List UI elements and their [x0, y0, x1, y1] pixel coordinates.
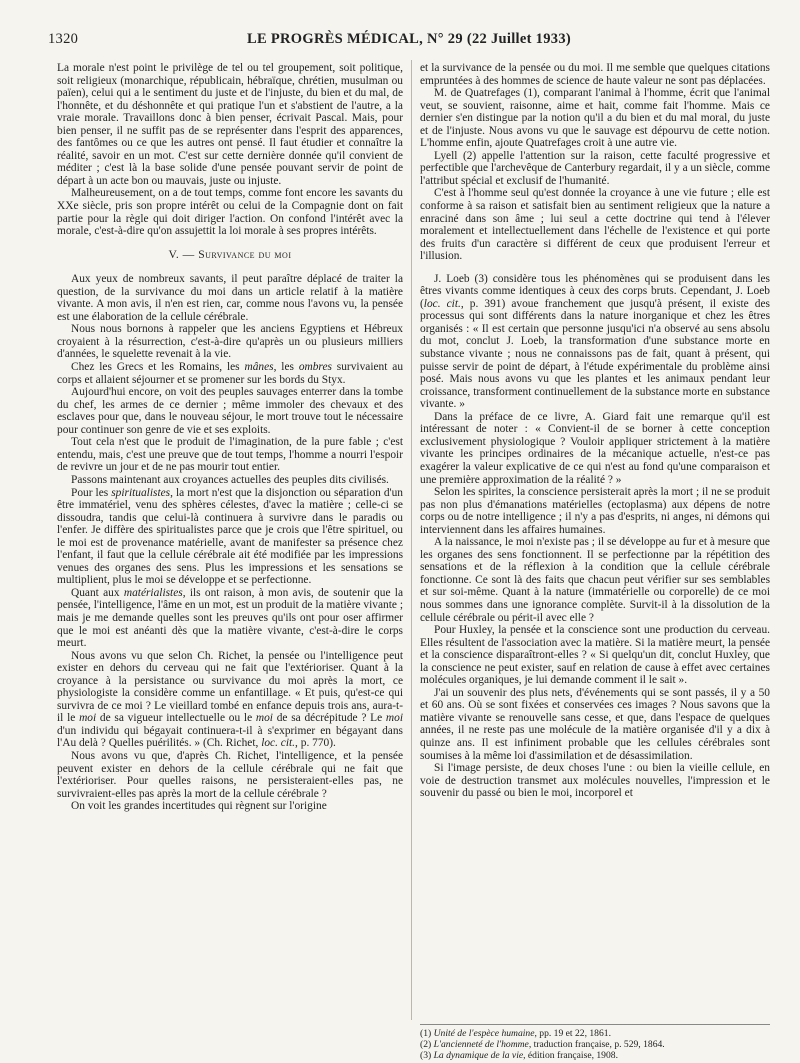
paragraph: Selon les spirites, la conscience persisterait après la mort ; il ne se produit pas non plus d'émanations matérielles (ectoplasma) aux dépens de notre corps ou de notre intelligence ; il n'y a pas d'esprits, ni anges, ni démons qui interviennent dans les affaires humaines. — [420, 486, 770, 536]
footnote: (3) La dynamique de la vie, édition française, 1908. — [420, 1050, 618, 1061]
paragraph: Dans la préface de ce livre, A. Giard fait une remarque qu'il est intéressant de noter : « Convient-il de se borner à cette conception exclusivement physiologique ? Vouloir appliquer strictement à la matière vivante les principes ordinaires de la mécanique actuelle, n'est-ce pas exagérer la valeur explicative de ce qui n'est au fond qu'une comparaison et une première approximation de la réalité ? » — [420, 410, 770, 486]
footnotes — [420, 1024, 770, 1061]
paragraph: Nous avons vu que, d'après Ch. Richet, l'intelligence, et la pensée peuvent exister en dehors de la cellule cérébrale qui ne fait que l'extérioriser. Pour quelles raisons, ne persisteraient-elles pas, ne survivraient-elles pas après la mort de la cellule cérébrale ? — [57, 749, 403, 800]
paragraph: Lyell (2) appelle l'attention sur la raison, cette faculté progressive et perfectible que l'archevêque de Canterbury regardait, il y a un siècle, comme l'attribut spécial et exclusif de l'humanité. — [420, 149, 770, 187]
footnote: (1) Unité de l'espèce humaine, pp. 19 et 22, 1861. — [420, 1028, 611, 1039]
column-divider — [411, 60, 412, 1020]
left-column — [57, 62, 403, 813]
paragraph: Malheureusement, on a de tout temps, comme font encore les savants du XXe siècle, pris son propre intérêt ou celui de la Compagnie dont on fait partie pour la règle qui doit diriger l'action. On confond l'intérêt avec la morale, c'est-à-dire qu'on assujettit la loi morale à ses propres intérêts. — [57, 187, 403, 238]
section-heading — [57, 249, 403, 262]
paragraph: Aujourd'hui encore, on voit des peuples sauvages enterrer dans la tombe du chef, les armes de ce dernier ; même immoler des chevaux et des esclaves pour que, dans le nouveau séjour, le mort trouve tout le nécessaire pour continuer son genre de vie et ses exploits. — [57, 386, 403, 436]
paragraph: Nous nous bornons à rappeler que les anciens Egyptiens et Hébreux croyaient à la résurrection, c'est-à-dire qu'après un ou plusieurs milliers d'années, le squelette revenait à la vie. — [57, 323, 403, 361]
right-column — [420, 62, 770, 800]
paragraph: et la survivance de la pensée ou du moi. Il me semble que quelques citations empruntées à des hommes de science de haute valeur ne sont pas déplacées. — [420, 62, 770, 87]
paragraph: J'ai un souvenir des plus nets, d'événements qui se sont passés, il y a 50 et 60 ans. Où se sont fixées et conservées ces images ? Nous savons que la matière vivante se renouvelle sans cesse, et que, dans l'espace de quelques années, il ne reste pas une molécule de la matière organisée d'il y a dix à quinze ans. Il est infiniment probable que les cellules cérébrales sont soumises à la même loi d'assimilation et de désassimilation. — [420, 686, 770, 762]
paragraph: Pour Huxley, la pensée et la conscience sont une production du cerveau. Elles résultent de l'association avec la matière. Si la matière meurt, la pensée et la conscience disparaîtront-elles ? « Si quelqu'un dit, conclut Huxley, que la conscience ne peut exister, sauf en relation de cause à effet avec certaines molécules organiques, je lui demande comment il le sait ». — [420, 624, 770, 687]
paragraph: Tout cela n'est que le produit de l'imagination, de la pure fable ; c'est entendu, mais, c'est une preuve que de tout temps, l'homme a nourri l'espoir de revivre un jour et de ne pas mourir tout entier. — [57, 436, 403, 474]
paragraph: On voit les grandes incertitudes qui règnent sur l'origine — [71, 800, 327, 813]
paragraph: Pour les spiritualistes, la mort n'est que la disjonction ou séparation d'un être immatériel, venu des sphères célestes, d'avec la matière ; celle-ci se dissoudra, tandis que celui-là continuera à survivre dans le paradis ou l'enfer. Je diffère des spiritualistes parce que je crois que l'être spirituel, ou le moi est de provenance matérielle, avant de manifester sa présence chez l'enfant, il faut que la cellule cérébrale ait été modifiée par les impressions venues des organes des sens. Plus les impressions et les sensations se multiplient, plus le moi se développe et se perfectionne. — [57, 486, 403, 587]
paragraph: Chez les Grecs et les Romains, les mânes, les ombres survivaient au corps et allaient séjourner et se promener sur les bords du Styx. — [57, 361, 404, 386]
paragraph: Passons maintenant aux croyances actuelles des peuples dits civilisés. — [71, 473, 389, 486]
page-number: 1320 — [48, 31, 79, 47]
paragraph: M. de Quatrefages (1), comparant l'animal à l'homme, écrit que l'animal veut, se souvient, raisonne, aime et hait, comme fait l'homme. Mais ce dernier s'en distingue par la notion qu'il a du bien et du mal moral, du juste et de l'injuste. Nous avons vu que le sauvage est dépourvu de cette notion. L'homme enfin, ajoute Quatrefages croit à une autre vie. — [420, 87, 770, 150]
paragraph: Quant aux matérialistes, ils ont raison, à mon avis, de soutenir que la pensée, l'intelligence, l'âme en un mot, est un produit de la matière vivante ; mais je me demande quelles sont les preuves qu'ils ont pour oser affirmer que le moi est anéanti dès que la matière vivante, c'est-à-dire le corps meurt. — [57, 586, 403, 650]
paragraph: Aux yeux de nombreux savants, il peut paraître déplacé de traiter la question, de la survivance du moi dans un article relatif à la matière vivante. A mon avis, il n'en est rien, car, comme nous l'avons vu, la pensée est une élaboration de la cellule cérébrale. — [57, 273, 403, 323]
paragraph: J. Loeb (3) considère tous les phénomènes qui se produisent dans les êtres vivants comme identiques à ceux des corps bruts. Cependant, J. Loeb (loc. cit., p. 391) avoue franchement que jusqu'à présent, il existe des processus qui sont différents dans la nature inorganique et chez les êtres organisés : « Il est certain que personne jusqu'ici n'a observé au sens absolu du mot, conclut J. Loeb, la transformation d'une substance morte en substance vivante ; nous ne connaissons pas de fait, quant à présent, qui puisse servir de point de départ, à l'étude expérimentale du problème ainsi posé. Mais nous avons vu que les plantes et les animaux pendant leur croissance, transforment continuellement de la substance morte en substance vivante. » — [420, 272, 770, 411]
footnote: (2) L'ancienneté de l'homme, traduction française, p. 529, 1864. — [420, 1039, 665, 1050]
section-title: Survivance du moi — [198, 247, 292, 261]
page-header — [48, 28, 770, 52]
section-number: V. — — [168, 247, 195, 261]
running-title: LE PROGRÈS MÉDICAL, N° 29 (22 Juillet 1933) — [246, 31, 571, 47]
paragraph: Si l'image persiste, de deux choses l'une : ou bien la vieille cellule, en voie de destruction transmet aux molécules nouvelles, l'impression et le souvenir du passé ou bien le moi, incorporel et — [420, 762, 770, 800]
paragraph: C'est à l'homme seul qu'est donnée la croyance à une vie future ; elle est conforme à sa raison et satisfait bien au sentiment religieux que la nature a enraciné dans son âme ; lui seul a cette doctrine qui tend à l'élever moralement et intellectuellement dans l'échelle de l'existence et qui porte des fruits d'un caractère si différent de ceux que produisent l'erreur et l'illusion. — [420, 187, 770, 263]
paragraph: A la naissance, le moi n'existe pas ; il se développe au fur et à mesure que les organes des sens fonctionnent. Il se perfectionne par la répétition des sensations et de la réflexion à la condition que la cellule cérébrale fonctionne. Ce sont là des faits que chacun peut vérifier sur ses semblables et sur soi-même. Quant à la nature (immatérielle ou corporelle) de ce moi nous sommes dans une ignorance complète. Survit-il à la dissolution de la cellule cérébrale ou périt-il avec elle ? — [420, 536, 770, 624]
paragraph: La morale n'est point le privilège de tel ou tel groupement, soit politique, soit religieux (monarchique, républicain, hébraïque, chrétien, musulman ou païen), celui qui a le sentiment du juste et de l'injuste, du bien et du mal, de l'honnête, et du déshonnête et qui pratique l'un et s'abstient de l'autre, a la vraie morale. Travaillons donc à bien penser, écrivait Pascal. Mais, pour bien penser, il ne suffit pas de se représenter dans l'esprit des apparences, des fantômes ou ce que les autres ont pensé. Il faut étudier et connaître la réalité, savoir en un mot. C'est sur cette dernière donnée qu'il convient de méditer ; c'est là la base solide d'une pensée pouvant servir de point de départ à un acte bon ou mauvais, juste ou injuste. — [57, 62, 403, 187]
paragraph: Nous avons vu que selon Ch. Richet, la pensée ou l'intelligence peut exister en dehors du cerveau qui ne fait que l'extérioriser. Quant à la croyance à la persistance ou survivance du moi après la mort, ce physiologiste la considère comme un enfantillage. « Et puis, qu'est-ce qui survivra de ce moi ? Le vieillard tombé en enfance depuis trois ans, aura-t-il le moi de sa vigueur intellectuelle ou le moi de sa décrépitude ? Le moi d'un individu qui bégayait continuera-t-il à s'exprimer en bégayant dans l'Au delà ? Quelles puérilités. » (Ch. Richet, loc. cit., p. 770). — [57, 649, 403, 750]
